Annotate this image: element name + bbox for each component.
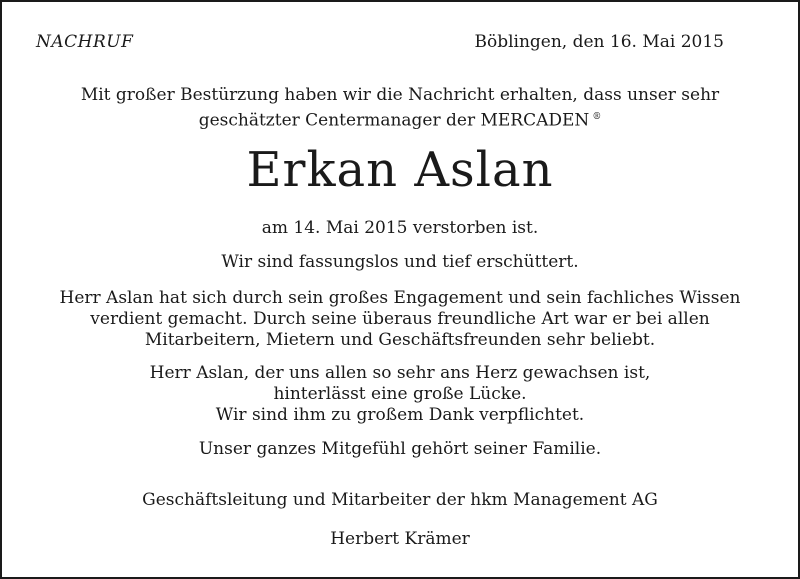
intro-line-1: Mit großer Bestürzung haben wir die Nachricht erhalten, dass unser sehr [80,85,720,105]
death-line: am 14. Mai 2015 verstorben ist. [261,218,539,238]
sympathy-line: Unser ganzes Mitgefühl gehört seiner Familie. [198,439,602,459]
place-date: Böblingen, den 16. Mai 2015 [474,32,724,52]
signature-organization: Geschäftsleitung und Mitarbeiter der hkm Management AG [142,490,658,510]
signature-person: Herbert Krämer [330,529,470,549]
tribute-line-2: verdient gemacht. Durch seine überaus freundliche Art war er bei allen [90,309,710,329]
intro-line-2 [2,106,798,132]
shock-line: Wir sind fassungslos und tief erschüttert. [221,252,579,272]
deceased-name: Erkan Aslan [246,142,554,198]
tribute-line-1: Herr Aslan hat sich durch sein großes Engagement und sein fachliches Wissen [59,288,741,308]
tribute-line-3: Mitarbeitern, Mietern und Geschäftsfreunden sehr beliebt. [144,330,656,350]
intro-line-2-text: geschätzter Centermanager der MERCADEN [198,110,590,131]
loss-line-2: hinterlässt eine große Lücke. [273,384,527,404]
notice-label: NACHRUF [36,32,134,52]
loss-line-1: Herr Aslan, der uns allen so sehr ans Herz gewachsen ist, [149,363,651,383]
registered-mark: ® [592,112,602,122]
loss-line-3: Wir sind ihm zu großem Dank verpflichtet. [215,405,585,425]
